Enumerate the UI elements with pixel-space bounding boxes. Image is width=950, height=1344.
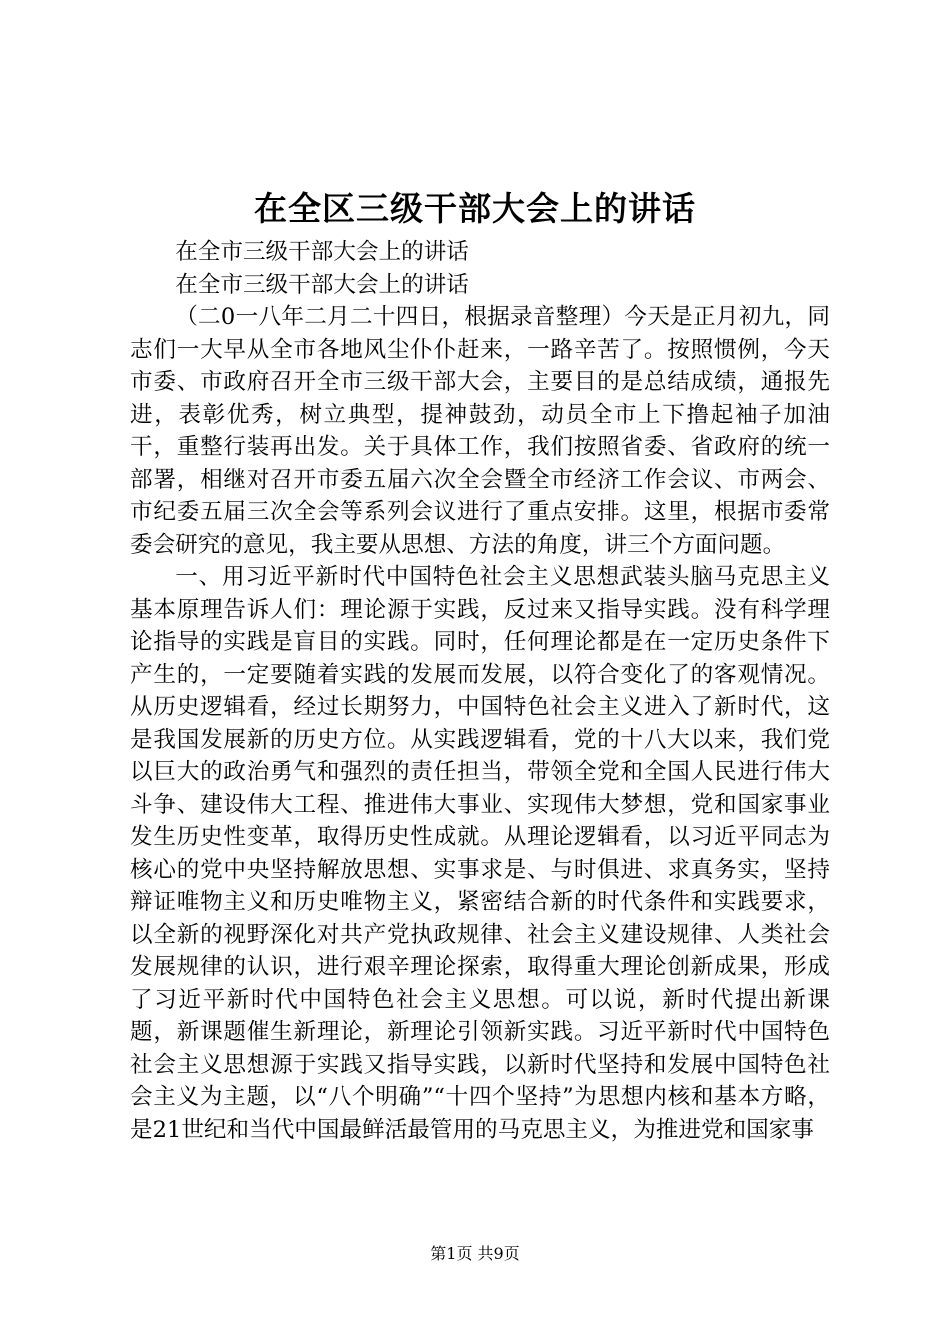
paragraph-section-1: 一、用习近平新时代中国特色社会主义思想武装头脑马克思主义基本原理告诉人们：理论源于实践，反过来又指导实践。没有科学理论指导的实践是盲目的实践。同时，任何理论都是在一定历史条件下产生的，一定要随着实践的发展而发展，以符合变化了的客观情况。从历史逻辑看，经过长期努力，中国特色社会主义进入了新时代，这是我国发展新的历史方位。从实践逻辑看，党的十八大以来，我们党以巨大的政治勇气和强烈的责任担当，带领全党和全国人民进行伟大斗争、建设伟大工程、推进伟大事业、实现伟大梦想，党和国家事业发生历史性变革，取得历史性成就。从理论逻辑看，以习近平同志为核心的党中央坚持解放思想、实事求是、与时俱进、求真务实，坚持辩证唯物主义和历史唯物主义，紧密结合新的时代条件和实践要求，以全新的视野深化对共产党执政规律、社会主义建设规律、人类社会发展规律的认识，进行艰辛理论探索，取得重大理论创新成果，形成了习近平新时代中国特色社会主义思想。可以说，新时代提出新课题，新课题催生新理论，新理论引领新实践。习近平新时代中国特色社会主义思想源于实践又指导实践，以新时代坚持和发展中国特色社会主义为主题，以“八个明确”“十四个坚持”为思想内核和基本方略，是21世纪和当代中国最鲜活最管用的马克思主义，为推进党和国家事 bbox=[130, 564, 830, 1143]
page-footer: 第1页 共9页 bbox=[430, 1244, 520, 1263]
document-title: 在全区三级干部大会上的讲话 bbox=[254, 189, 696, 228]
document-body bbox=[130, 236, 830, 1146]
paragraph-subtitle-1: 在全市三级干部大会上的讲话 bbox=[175, 239, 469, 265]
paragraph-subtitle-2: 在全市三级干部大会上的讲话 bbox=[175, 271, 469, 298]
paragraph-intro: （二0一八年二月二十四日，根据录音整理）今天是正月初九，同志们一大早从全市各地风尘仆仆赶来，一路辛苦了。按照惯例，今天市委、市政府召开全市三级干部大会，主要目的是总结成绩，通报先进，表彰优秀，树立典型，提神鼓劲，动员全市上下撸起袖子加油干，重整行装再出发。关于具体工作，我们按照省委、省政府的统一部署，相继对召开市委五届六次全会暨全市经济工作会议、市两会、市纪委五届三次全会等系列会议进行了重点安排。这里，根据市委常委会研究的意见，我主要从思想、方法的角度，讲三个方面问题。 bbox=[130, 304, 830, 558]
